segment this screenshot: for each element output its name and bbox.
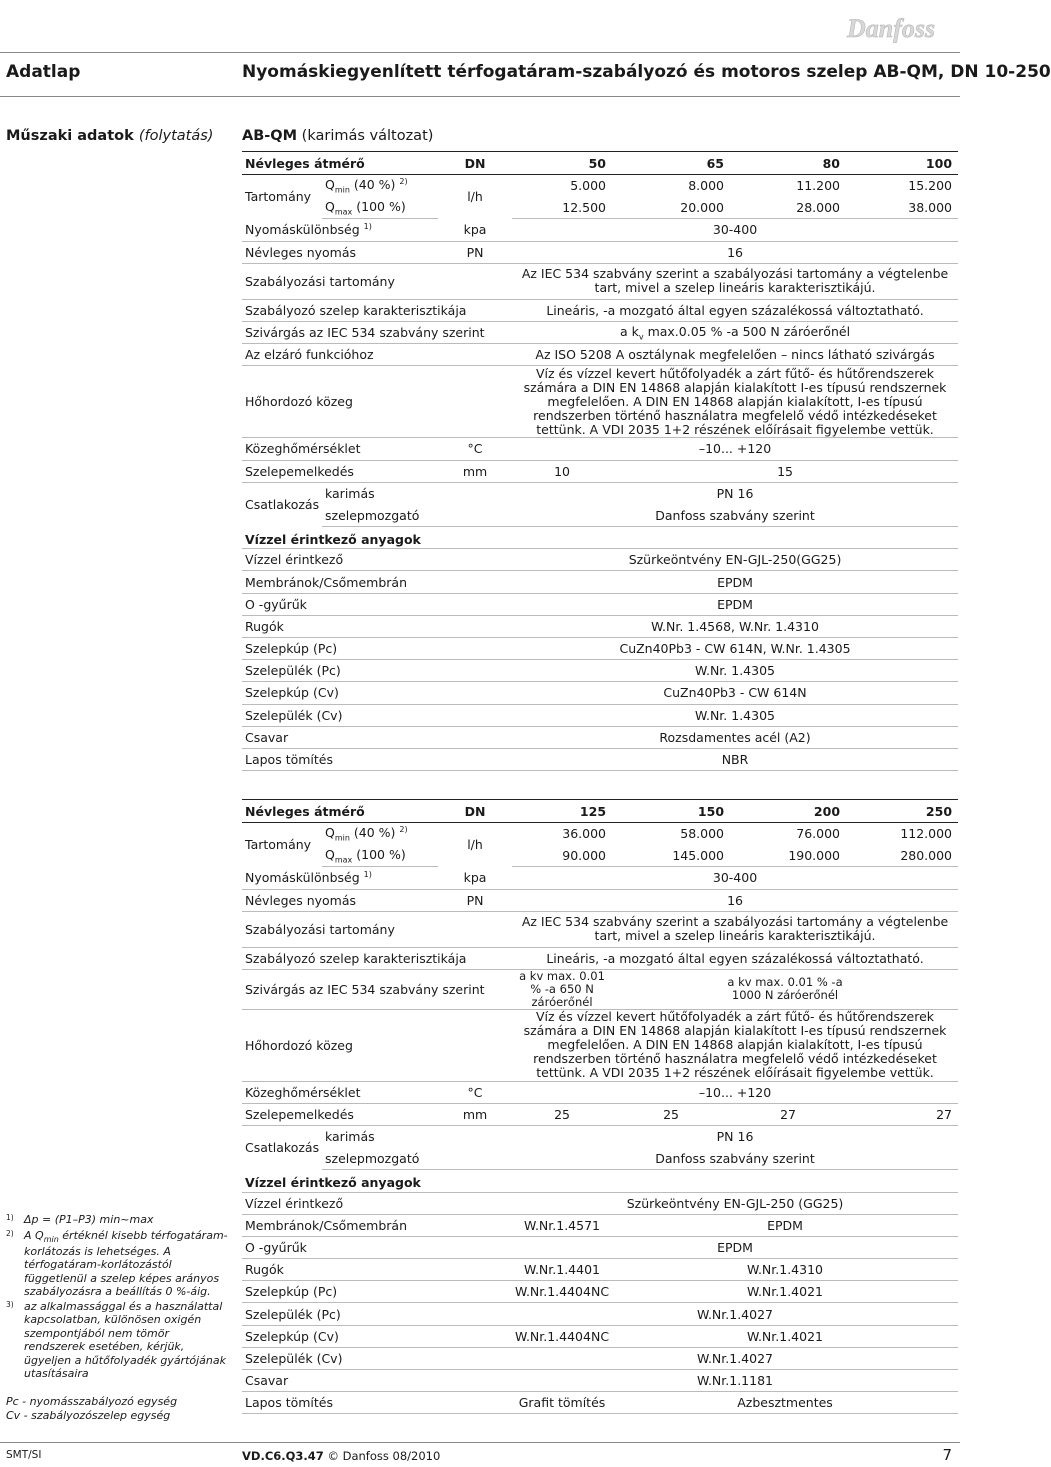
table-row: Vízzel érintkező Szürkeöntvény EN-GJL-250 (GG25) (242, 1192, 958, 1214)
doc-type: Adatlap (6, 62, 81, 82)
table-row: $Q_{max}$ (100 %) 12.500 20.000 28.000 38.000 (242, 197, 958, 219)
table-row: Tartomány $Q_{min}$ (40 %) $^{2)}$ l/h 36.000 58.000 76.000 112.000 (242, 823, 958, 845)
table-row: Rugók W.Nr.1.4401 W.Nr.1.4310 (242, 1259, 958, 1281)
table-row: Szabályozó szelep karakterisztikája Lineáris, -a mozgató által egyen százalékossá változtatható. (242, 299, 958, 321)
legend (6, 1395, 177, 1424)
footer-left: SMT/SI (6, 1449, 42, 1461)
table-row: Csatlakozás karimás PN 16 (245, 1129, 754, 1156)
table-row: Rugók W.Nr. 1.4568, W.Nr. 1.4310 (242, 615, 958, 637)
table-row: Nyomáskülönbség $^{1)}$ kpa 30-400 (242, 219, 958, 241)
table-row: Szelepemelkedés mm 10 15 (242, 460, 958, 482)
qmin-label: $Q_{min}$ (40 %) $^{2)}$ (325, 825, 408, 843)
table-row: Csavar Rozsdamentes acél (A2) (242, 726, 958, 748)
table-row: Szelepkúp (Cv) W.Nr.1.4404NC W.Nr.1.4021 (242, 1325, 958, 1347)
materials-subheader: Vízzel érintkező anyagok (242, 527, 958, 549)
table-row: Szabályozó szelep karakterisztikája Lineáris, -a mozgató által egyen százalékossá változtatható. (242, 947, 958, 969)
table-row: Szelepülék (Cv) W.Nr. 1.4305 (242, 704, 958, 726)
table-row: szelepmozgató Danfoss szabvány szerint (242, 1148, 958, 1170)
table-row: Névleges nyomás PN 16 (242, 889, 958, 911)
table-row: Az elzáró funkcióhoz Az ISO 5208 A osztálynak megfelelően – nincs látható szivárgás (242, 344, 958, 366)
footnote-2: 2) A $Q_{min}$ értéknél kisebb térfogatáram-korlátozás is lehetséges. A térfogatáram-korlátozástól függetlenül a szelep képes arányos szabályozásra a beállítás 0 %-áig. (6, 1229, 228, 1299)
table-row: Tartomány $Q_{min}$ (40 %) $^{2)}$ l/h 5.000 8.000 11.200 15.200 (242, 175, 958, 197)
legend-pc: Pc - nyomásszabályozó egység (6, 1395, 178, 1408)
footnote-3: 3) az alkalmassággal és a használattal kapcsolatban, különösen oxigén szempontjából nem tömör rendszerek esetében, kérjük, ügyeljen a hűtőfolyadék gyártójának utasításaira (6, 1300, 227, 1381)
legend-cv: Cv - szabályozószelep egység (6, 1409, 171, 1423)
qmin-label: $Q_{min}$ (40 %) $^{2)}$ (325, 177, 408, 195)
section-title: Műszaki adatok (folytatás) (6, 128, 214, 144)
table-row: Névleges nyomás PN 16 (242, 241, 958, 263)
table-row: Szivárgás az IEC 534 szabvány szerint a $k_v$ max.0.05 % -a 500 N záróerőnél (242, 321, 958, 343)
spec-table-dn50-100 (242, 151, 958, 771)
table-row: Szivárgás az IEC 534 szabvány szerint a kv max. 0.01 % -a 650 N záróerőnél a kv max. 0.01 % -a 1000 N záróerőnél (242, 969, 958, 1009)
table-row: Hőhordozó közeg Víz és vízzel kevert hűtőfolyadék a zárt fűtő- és hűtőrendszerek számára a DIN EN 14868 alapján kialakított I-es típusú rendszernek megfelelően. A DIN EN 14868 alapján kialakított, I-es típusú rendszerben történő használatra megfelelő védő intézkedéseket tettünk. A VDI 2035 1+2 részének előírásait figyelembe vettük. (242, 1009, 958, 1081)
table-row: Lapos tömítés NBR (242, 748, 958, 770)
table-row: Membránok/Csőmembrán EPDM (242, 571, 958, 593)
table-row: Membránok/Csőmembrán W.Nr.1.4571 EPDM (242, 1214, 958, 1236)
table-row: O -gyűrűk EPDM (242, 593, 958, 615)
danfoss-logo (845, 8, 953, 48)
qmax-label: $Q_{max}$ (100 %) (322, 197, 438, 219)
table-row: Szelepülék (Pc) W.Nr. 1.4305 (242, 660, 958, 682)
table-row: Szelepemelkedés mm 25 25 27 27 (242, 1103, 958, 1125)
table-row: Szelepülék (Pc) W.Nr.1.4027 (242, 1303, 958, 1325)
table-row: Szabályozási tartomány Az IEC 534 szabvány szerint a szabályozási tartomány a végtelenbe tart, mivel a szelep lineáris karakterisztikájú. (242, 911, 958, 947)
footer-doc-code: VD.C6.Q3.47 © Danfoss 08/2010 (242, 1449, 441, 1463)
page-number: 7 (942, 1446, 952, 1464)
table-row: Nyomáskülönbség $^{1)}$ kpa 30-400 (242, 867, 958, 889)
spec-table-dn125-250 (242, 799, 958, 1414)
footer-rule (0, 1442, 960, 1443)
table-row: Közeghőmérséklet °C –10... +120 (242, 438, 958, 460)
footnote-1: 1) Δp = (P1–P3) min~max (6, 1213, 154, 1226)
table-row: Lapos tömítés Grafit tömítés Azbesztmentes (242, 1392, 958, 1414)
table-row: Szelepülék (Cv) W.Nr.1.4027 (242, 1347, 958, 1369)
table-row: O -gyűrűk EPDM (242, 1236, 958, 1258)
table-row: Csavar W.Nr.1.1181 (242, 1370, 958, 1392)
table-row: Szelepkúp (Pc) CuZn40Pb3 - CW 614N, W.Nr. 1.4305 (242, 638, 958, 660)
table-row: Szelepkúp (Cv) CuZn40Pb3 - CW 614N (242, 682, 958, 704)
table-row: Szabályozási tartomány Az IEC 534 szabvány szerint a szabályozási tartomány a végtelenbe tart, mivel a szelep lineáris karakterisztikájú. (242, 263, 958, 299)
table-row: Vízzel érintkező Szürkeöntvény EN-GJL-250(GG25) (242, 549, 958, 571)
table-row: szelepmozgató Danfoss szabvány szerint (242, 504, 958, 526)
table-row: Csatlakozás karimás PN 16 (245, 486, 754, 513)
table-header-row: Névleges átmérő DN 50 65 80 100 (242, 152, 958, 175)
table-header-row: Névleges átmérő DN 125 150 200 250 (242, 800, 958, 823)
qmax-label: $Q_{max}$ (100 %) (322, 845, 438, 867)
top-rule (0, 52, 960, 53)
table-row: $Q_{max}$ (100 %) 90.000 145.000 190.000 280.000 (242, 845, 958, 867)
materials-subheader: Vízzel érintkező anyagok (242, 1170, 958, 1192)
table-title: AB-QM (karimás változat) (242, 128, 434, 144)
doc-title: Nyomáskiegyenlített térfogatáram-szabályozó és motoros szelep AB-QM, DN 10-250 (242, 62, 1051, 82)
header-rule (0, 96, 960, 97)
table-row: Hőhordozó közeg Víz és vízzel kevert hűtőfolyadék a zárt fűtő- és hűtőrendszerek számára a DIN EN 14868 alapján kialakított I-es típusú rendszernek megfelelően. A DIN EN 14868 alapján kialakított, I-es típusú rendszerben történő használatra megfelelő védő intézkedéseket tettünk. A VDI 2035 1+2 részének előírásait figyelembe vettük. (242, 366, 958, 438)
table-row: Szelepkúp (Pc) W.Nr.1.4404NC W.Nr.1.4021 (242, 1281, 958, 1303)
logo-text: Danfoss (847, 14, 936, 43)
table-row: Közeghőmérséklet °C –10... +120 (242, 1081, 958, 1103)
